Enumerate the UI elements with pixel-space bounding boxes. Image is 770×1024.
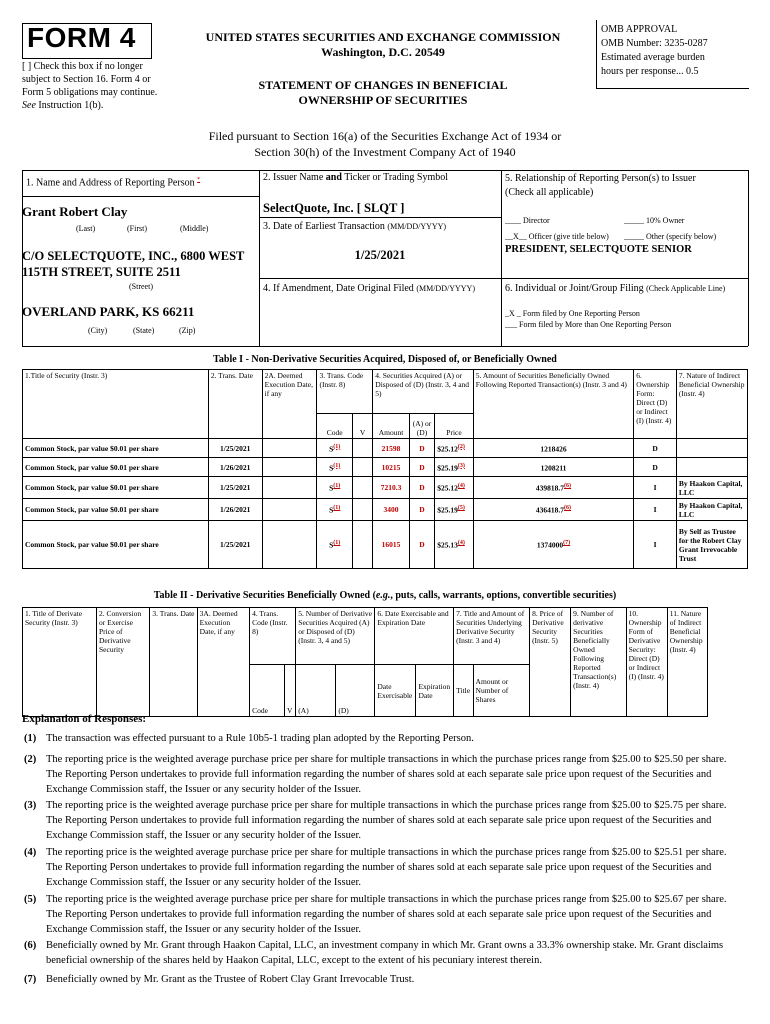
trans-code: $S^{(1)}$ <box>317 458 353 477</box>
reporting-person-address: C/O SELECTQUOTE, INC., 6800 WEST 115TH STREET, SUITE 2511 <box>22 249 245 279</box>
footnote-text: Beneficially owned by Mr. Grant through Haakon Capital, LLC, an investment company in which Mr. Grant owns a 33.3% ownership stake. Mr. Grant disclaims beneficial ownership of the shares held by Haakon Capital, LLC, except to the extent of his pecuniary interest therein. <box>46 940 724 966</box>
v-cell <box>352 458 372 477</box>
footnote <box>22 731 744 746</box>
divider <box>501 170 502 346</box>
officer-checkbox: __X__ Officer (give title below) <box>505 232 609 241</box>
amount-owned: 1374000$^{(7)}$ <box>473 521 633 569</box>
security-title: Common Stock, par value $0.01 per share <box>23 521 209 569</box>
trans-date: 1/26/2021 <box>208 458 262 477</box>
footnote <box>22 892 744 937</box>
trans-date: 1/25/2021 <box>208 439 262 458</box>
zip-label: (Zip) <box>179 326 196 335</box>
earliest-transaction-label: 3. Date of Earliest Transaction (MM/DD/YYYY) <box>263 221 447 232</box>
footnote-number: (7) <box>24 974 37 985</box>
table1 <box>22 369 748 569</box>
t2-header-nature: 11. Nature of Indirect Beneficial Ownership (Instr. 4) <box>667 608 707 717</box>
ownership-form: D <box>634 439 677 458</box>
header-securities-acquired: 4. Securities Acquired (A) or Disposed of (D) (Instr. 3, 4 and 5) <box>373 370 474 414</box>
divider <box>748 170 749 346</box>
v-cell <box>352 477 372 499</box>
t2-subheader-exercisable: Date Exercisable <box>375 665 416 717</box>
ownership-form: I <box>634 521 677 569</box>
footnote <box>22 752 744 797</box>
agency-title: UNITED STATES SECURITIES AND EXCHANGE COMMISSION Washington, D.C. 20549 <box>205 30 561 59</box>
amount: 7210.3 <box>373 477 410 499</box>
footnote-number: (5) <box>24 894 37 905</box>
trans-code: $S^{(1)}$ <box>317 477 353 499</box>
security-title: Common Stock, par value $0.01 per share <box>23 439 209 458</box>
header-nature: 7. Nature of Indirect Beneficial Ownership (Instr. 4) <box>676 370 747 439</box>
footnote-text: The reporting price is the weighted average purchase price per share for multiple transactions in which the purchase prices range from $25.00 to $25.50 per share. The Reporting Person undertakes to provide full information regarding the number of shares sold at each separate sale price upon request of the Securities and Exchange Commission staff, the Issuer or any security holder of the Issuer. <box>46 754 727 795</box>
t2-subheader-a: (A) <box>296 665 336 717</box>
header-trans-code: 3. Trans. Code (Instr. 8) <box>317 370 373 414</box>
security-title: Common Stock, par value $0.01 per share <box>23 458 209 477</box>
v-cell <box>352 499 372 521</box>
state-label: (State) <box>133 326 155 335</box>
price: $25.12$^{(2)}$ <box>435 439 474 458</box>
t2-subheader-v: V <box>284 665 295 717</box>
reporting-person-name: Grant Robert Clay <box>22 204 128 219</box>
ownership-form: I <box>634 477 677 499</box>
footnote-number: (6) <box>24 940 37 951</box>
footnote-text: The transaction was effected pursuant to a Rule 10b5-1 trading plan adopted by the Reporting Person. <box>46 733 474 744</box>
city-label: (City) <box>88 326 108 335</box>
footnote-text: Beneficially owned by Mr. Grant as the Trustee of Robert Clay Grant Irrevocable Trust. <box>46 974 415 985</box>
header-title-of-security: 1.Title of Security (Instr. 3) <box>23 370 209 439</box>
t2-header-title: 1. Title of Derivate Security (Instr. 3) <box>23 608 97 717</box>
amendment-label: 4. If Amendment, Date Original Filed (MM/DD/YYYY) <box>263 283 475 294</box>
divider <box>22 170 748 171</box>
footnote <box>22 938 744 968</box>
header-amount-owned: 5. Amount of Securities Beneficially Owned Following Reported Transaction(s) (Instr. 3 and 4) <box>473 370 633 439</box>
t2-header-number: 5. Number of Derivative Securities Acquired (A) or Disposed of (D) (Instr. 3, 4 and 5) <box>296 608 375 665</box>
security-title: Common Stock, par value $0.01 per share <box>23 499 209 521</box>
trans-date: 1/25/2021 <box>208 477 262 499</box>
trans-code: $S^{(1)}$ <box>317 439 353 458</box>
acquired-disposed: D <box>409 458 434 477</box>
t2-subheader-code: Code <box>250 665 285 717</box>
acquired-disposed: D <box>409 477 434 499</box>
footnote <box>22 972 744 987</box>
t2-header-trans-code: 4. Trans. Code (Instr. 8) <box>250 608 296 665</box>
deemed-date <box>262 521 317 569</box>
t2-header-conversion: 2. Conversion or Exercise Price of Derivative Security <box>96 608 149 717</box>
footnote-text: The reporting price is the weighted average purchase price per share for multiple transactions in which the purchase prices range from $25.00 to $25.67 per share. The Reporting Person undertakes to provide full information regarding the number of shares sold at each separate sale price upon request of the Securities and Exchange Commission staff, the Issuer or any security holder of the Issuer. <box>46 894 727 935</box>
nature-of-ownership: By Haakon Capital, LLC <box>676 499 747 521</box>
middle-label: (Middle) <box>180 224 209 233</box>
footnote-number: (1) <box>24 733 37 744</box>
street-label: (Street) <box>129 282 153 291</box>
footnote-number: (2) <box>24 754 37 765</box>
security-title: Common Stock, par value $0.01 per share <box>23 477 209 499</box>
footnote-text: The reporting price is the weighted average purchase price per share for multiple transactions in which the purchase prices range from $25.00 to $25.51 per share. The Reporting Person undertakes to provide full information regarding the number of shares sold at each separate sale price upon request of the Securities and Exchange Commission staff, the Issuer or any security holder of the Issuer. <box>46 847 727 888</box>
director-checkbox: ____ Director <box>505 216 550 225</box>
divider <box>22 346 748 347</box>
price: $25.19$^{(5)}$ <box>435 499 474 521</box>
table-row <box>23 477 748 499</box>
table-row <box>23 521 748 569</box>
header-trans-date: 2. Trans. Date <box>208 370 262 439</box>
table-row <box>23 439 748 458</box>
header-ownership-form: 6. Ownership Form: Direct (D) or Indirect (I) (Instr. 4) <box>634 370 677 439</box>
footnote-text: The reporting price is the weighted average purchase price per share for multiple transactions in which the purchase prices range from $25.00 to $25.75 per share. The Reporting Person undertakes to provide full information regarding the number of shares sold at each separate sale price upon request of the Securities and Exchange Commission staff, the Issuer or any security holder of the Issuer. <box>46 800 727 841</box>
table2 <box>22 607 748 717</box>
first-label: (First) <box>127 224 147 233</box>
amount-owned: 1208211 <box>473 458 633 477</box>
nature-of-ownership: By Self as Trustee for the Robert Clay Grant Irrevocable Trust <box>676 521 747 569</box>
subheader-code: Code <box>317 414 353 439</box>
divider <box>259 278 748 279</box>
v-cell <box>352 439 372 458</box>
amount-owned: 436418.7$^{(6)}$ <box>473 499 633 521</box>
t2-header-price: 8. Price of Derivative Security (Instr. 5) <box>530 608 571 717</box>
footnote-number: (3) <box>24 800 37 811</box>
trans-code: $S^{(1)}$ <box>317 499 353 521</box>
relationship-label: 5. Relationship of Reporting Person(s) to Issuer (Check all applicable) <box>505 173 696 198</box>
ownership-form: D <box>634 458 677 477</box>
t2-header-number-owned: 9. Number of derivative Securities Beneficially Owned Following Reported Transaction(s) (Instr. 4) <box>571 608 626 717</box>
explanation-heading: Explanation of Responses: <box>22 713 147 725</box>
deemed-date <box>262 477 317 499</box>
table1-title: Table I - Non-Derivative Securities Acquired, Disposed of, or Beneficially Owned <box>213 354 557 365</box>
deemed-date <box>262 499 317 521</box>
issuer-name: SelectQuote, Inc. [ SLQT ] <box>263 201 405 215</box>
t2-header-date-exercisable: 6. Date Exercisable and Expiration Date <box>375 608 454 665</box>
reporting-person-label: 1. Name and Address of Reporting Person * <box>26 177 201 189</box>
t2-subheader-d: (D) <box>336 665 375 717</box>
ownership-form: I <box>634 499 677 521</box>
nature-of-ownership <box>676 458 747 477</box>
price: $25.13$^{(4)}$ <box>435 521 474 569</box>
omb-approval: OMB APPROVAL OMB Number: 3235-0287 Estimated average burden hours per response... 0.5 <box>601 24 708 77</box>
t2-header-underlying: 7. Title and Amount of Securities Underlying Derivative Security (Instr. 3 and 4) <box>454 608 530 665</box>
other-checkbox: _____ Other (specify below) <box>624 232 717 241</box>
amount: 21598 <box>373 439 410 458</box>
issuer-label: 2. Issuer Name and Ticker or Trading Symbol <box>263 172 449 183</box>
t2-subheader-expiration: Expiration Date <box>416 665 454 717</box>
acquired-disposed: D <box>409 499 434 521</box>
deemed-date <box>262 458 317 477</box>
subheader-v: V <box>352 414 372 439</box>
amount-owned: 1218426 <box>473 439 633 458</box>
subheader-price: Price <box>435 414 474 439</box>
more-person-filing: ___ Form filed by More than One Reporting Person <box>505 320 672 329</box>
earliest-transaction-date: 1/25/2021 <box>354 248 406 262</box>
group-filing-label: 6. Individual or Joint/Group Filing (Check Applicable Line) <box>505 283 726 294</box>
t2-header-deemed-date: 3A. Deemed Execution Date, if any <box>197 608 249 717</box>
footnote <box>22 798 744 843</box>
officer-title: PRESIDENT, SELECTQUOTE SENIOR <box>505 244 692 255</box>
deemed-date <box>262 439 317 458</box>
header-deemed-date: 2A. Deemed Execution Date, if any <box>262 370 317 439</box>
table-row <box>23 458 748 477</box>
amount: 16015 <box>373 521 410 569</box>
v-cell <box>352 521 372 569</box>
t2-header-ownership-form: 10. Ownership Form of Derivative Security: Direct (D) or Indirect (I) (Instr. 4) <box>626 608 667 717</box>
t2-subheader-amount: Amount or Number of Shares <box>473 665 530 717</box>
reporting-person-city: OVERLAND PARK, KS 66211 <box>22 304 195 319</box>
footnote-number: (4) <box>24 847 37 858</box>
acquired-disposed: D <box>409 439 434 458</box>
t2-subheader-title: Title <box>454 665 473 717</box>
divider <box>259 217 501 218</box>
amount: 10215 <box>373 458 410 477</box>
one-person-filing: _X _ Form filed by One Reporting Person <box>505 309 640 318</box>
trans-date: 1/26/2021 <box>208 499 262 521</box>
amount-owned: 439818.7$^{(6)}$ <box>473 477 633 499</box>
price: $25.19$^{(3)}$ <box>435 458 474 477</box>
trans-code: $S^{(1)}$ <box>317 521 353 569</box>
nature-of-ownership: By Haakon Capital, LLC <box>676 477 747 499</box>
table-row <box>23 499 748 521</box>
trans-date: 1/25/2021 <box>208 521 262 569</box>
nature-of-ownership <box>676 439 747 458</box>
table2-title: Table II - Derivative Securities Beneficially Owned (e.g., puts, calls, warrants, options, convertible securities) <box>153 590 617 601</box>
subheader-amount: Amount <box>373 414 410 439</box>
t2-header-trans-date: 3. Trans. Date <box>150 608 197 717</box>
filed-pursuant: Filed pursuant to Section 16(a) of the Securities Exchange Act of 1934 or Section 30(h) of the Investment Company Act of 1940 <box>208 129 562 159</box>
divider <box>22 196 259 197</box>
acquired-disposed: D <box>409 521 434 569</box>
footnote <box>22 845 744 890</box>
amount: 3400 <box>373 499 410 521</box>
checkbox-note: [ ] Check this box if no longer subject to Section 16. Form 4 or Form 5 obligations may continue. See Instruction 1(b). <box>22 61 158 111</box>
subheader-ad: (A) or (D) <box>409 414 434 439</box>
last-label: (Last) <box>76 224 96 233</box>
statement-title: STATEMENT OF CHANGES IN BENEFICIAL OWNERSHIP OF SECURITIES <box>258 78 508 107</box>
ten-percent-owner-checkbox: _____ 10% Owner <box>624 216 685 225</box>
price: $25.12$^{(4)}$ <box>435 477 474 499</box>
form-title: FORM 4 <box>27 22 136 53</box>
